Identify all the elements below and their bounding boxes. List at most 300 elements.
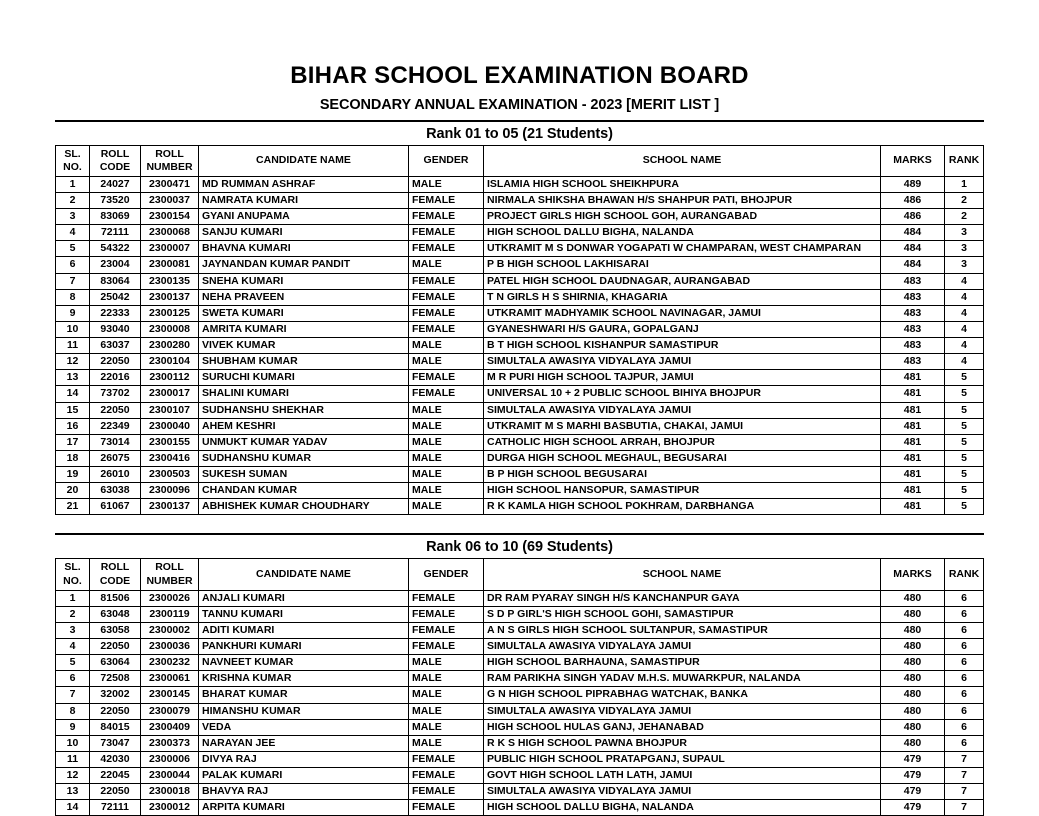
cell-sl-no: 7 bbox=[56, 273, 90, 289]
cell-marks: 481 bbox=[881, 450, 945, 466]
cell-roll-number: 2300135 bbox=[141, 273, 199, 289]
cell-candidate-name: SHALINI KUMARI bbox=[199, 386, 409, 402]
merit-table bbox=[55, 145, 984, 516]
table-row bbox=[56, 800, 984, 816]
cell-roll-code: 22050 bbox=[90, 639, 141, 655]
cell-gender: FEMALE bbox=[409, 225, 484, 241]
cell-candidate-name: NAVNEET KUMAR bbox=[199, 655, 409, 671]
cell-gender: FEMALE bbox=[409, 800, 484, 816]
cell-rank: 5 bbox=[945, 450, 984, 466]
merit-table bbox=[55, 558, 984, 816]
cell-school-name: NIRMALA SHIKSHA BHAWAN H/S SHAHPUR PATI, BHOJPUR bbox=[484, 192, 881, 208]
cell-roll-number: 2300145 bbox=[141, 687, 199, 703]
cell-roll-number: 2300012 bbox=[141, 800, 199, 816]
table-row bbox=[56, 655, 984, 671]
cell-sl-no: 5 bbox=[56, 655, 90, 671]
cell-school-name: GOVT HIGH SCHOOL LATH LATH, JAMUI bbox=[484, 768, 881, 784]
cell-marks: 479 bbox=[881, 800, 945, 816]
cell-roll-number: 2300137 bbox=[141, 499, 199, 515]
table-row bbox=[56, 289, 984, 305]
cell-school-name: PUBLIC HIGH SCHOOL PRATAPGANJ, SUPAUL bbox=[484, 751, 881, 767]
cell-rank: 5 bbox=[945, 370, 984, 386]
cell-marks: 483 bbox=[881, 273, 945, 289]
table-header-row bbox=[56, 145, 984, 176]
document-header bbox=[55, 0, 984, 113]
cell-roll-code: 22333 bbox=[90, 305, 141, 321]
cell-marks: 483 bbox=[881, 289, 945, 305]
cell-roll-number: 2300112 bbox=[141, 370, 199, 386]
cell-school-name: UTKRAMIT M S DONWAR YOGAPATI W CHAMPARAN, WEST CHAMPARAN bbox=[484, 241, 881, 257]
cell-rank: 5 bbox=[945, 483, 984, 499]
cell-candidate-name: MD RUMMAN ASHRAF bbox=[199, 176, 409, 192]
cell-gender: MALE bbox=[409, 257, 484, 273]
cell-sl-no: 21 bbox=[56, 499, 90, 515]
table-row bbox=[56, 590, 984, 606]
table-row bbox=[56, 467, 984, 483]
cell-marks: 480 bbox=[881, 719, 945, 735]
cell-gender: MALE bbox=[409, 499, 484, 515]
cell-marks: 479 bbox=[881, 784, 945, 800]
column-header-roll-number-line1: ROLL bbox=[155, 561, 184, 574]
cell-marks: 480 bbox=[881, 671, 945, 687]
column-header-sl-no-line2: NO. bbox=[63, 574, 82, 587]
cell-rank: 6 bbox=[945, 606, 984, 622]
column-header-school-name: SCHOOL NAME bbox=[484, 145, 881, 176]
cell-candidate-name: SUKESH SUMAN bbox=[199, 467, 409, 483]
cell-roll-code: 73702 bbox=[90, 386, 141, 402]
cell-school-name: R K KAMLA HIGH SCHOOL POKHRAM, DARBHANGA bbox=[484, 499, 881, 515]
cell-school-name: PROJECT GIRLS HIGH SCHOOL GOH, AURANGABAD bbox=[484, 209, 881, 225]
cell-marks: 489 bbox=[881, 176, 945, 192]
cell-gender: FEMALE bbox=[409, 751, 484, 767]
cell-sl-no: 5 bbox=[56, 241, 90, 257]
cell-gender: MALE bbox=[409, 434, 484, 450]
cell-roll-code: 22050 bbox=[90, 402, 141, 418]
cell-marks: 481 bbox=[881, 483, 945, 499]
cell-school-name: RAM PARIKHA SINGH YADAV M.H.S. MUWARKPUR, NALANDA bbox=[484, 671, 881, 687]
merit-section bbox=[55, 533, 984, 816]
cell-sl-no: 4 bbox=[56, 639, 90, 655]
cell-roll-code: 63038 bbox=[90, 483, 141, 499]
cell-sl-no: 6 bbox=[56, 257, 90, 273]
cell-roll-code: 23004 bbox=[90, 257, 141, 273]
cell-roll-number: 2300416 bbox=[141, 450, 199, 466]
table-row bbox=[56, 241, 984, 257]
cell-candidate-name: GYANI ANUPAMA bbox=[199, 209, 409, 225]
cell-sl-no: 2 bbox=[56, 606, 90, 622]
column-header-sl-no-line1: SL. bbox=[64, 147, 81, 160]
sections-container bbox=[55, 120, 984, 816]
cell-roll-number: 2300068 bbox=[141, 225, 199, 241]
table-row bbox=[56, 735, 984, 751]
cell-roll-code: 72111 bbox=[90, 800, 141, 816]
cell-roll-code: 22016 bbox=[90, 370, 141, 386]
cell-roll-code: 63064 bbox=[90, 655, 141, 671]
cell-roll-number: 2300104 bbox=[141, 354, 199, 370]
cell-sl-no: 3 bbox=[56, 622, 90, 638]
cell-roll-code: 54322 bbox=[90, 241, 141, 257]
cell-marks: 481 bbox=[881, 467, 945, 483]
cell-roll-code: 83069 bbox=[90, 209, 141, 225]
cell-candidate-name: HIMANSHU KUMAR bbox=[199, 703, 409, 719]
table-row bbox=[56, 209, 984, 225]
cell-sl-no: 1 bbox=[56, 176, 90, 192]
table-row bbox=[56, 370, 984, 386]
cell-candidate-name: SUDHANSHU KUMAR bbox=[199, 450, 409, 466]
cell-candidate-name: PALAK KUMARI bbox=[199, 768, 409, 784]
cell-roll-code: 22349 bbox=[90, 418, 141, 434]
cell-roll-code: 72111 bbox=[90, 225, 141, 241]
cell-candidate-name: SHUBHAM KUMAR bbox=[199, 354, 409, 370]
cell-rank: 7 bbox=[945, 800, 984, 816]
cell-marks: 481 bbox=[881, 386, 945, 402]
cell-school-name: R K S HIGH SCHOOL PAWNA BHOJPUR bbox=[484, 735, 881, 751]
cell-school-name: DR RAM PYARAY SINGH H/S KANCHANPUR GAYA bbox=[484, 590, 881, 606]
cell-rank: 4 bbox=[945, 289, 984, 305]
cell-gender: FEMALE bbox=[409, 768, 484, 784]
column-header-roll-code bbox=[90, 559, 141, 590]
cell-roll-code: 83064 bbox=[90, 273, 141, 289]
cell-roll-number: 2300471 bbox=[141, 176, 199, 192]
cell-gender: FEMALE bbox=[409, 606, 484, 622]
column-header-roll-number-line2: NUMBER bbox=[146, 160, 193, 173]
table-row bbox=[56, 483, 984, 499]
cell-roll-code: 63048 bbox=[90, 606, 141, 622]
cell-marks: 481 bbox=[881, 434, 945, 450]
cell-sl-no: 2 bbox=[56, 192, 90, 208]
cell-roll-number: 2300017 bbox=[141, 386, 199, 402]
cell-gender: FEMALE bbox=[409, 590, 484, 606]
cell-school-name: PATEL HIGH SCHOOL DAUDNAGAR, AURANGABAD bbox=[484, 273, 881, 289]
cell-rank: 1 bbox=[945, 176, 984, 192]
column-header-marks: MARKS bbox=[881, 559, 945, 590]
column-header-school-name: SCHOOL NAME bbox=[484, 559, 881, 590]
cell-gender: MALE bbox=[409, 338, 484, 354]
cell-roll-code: 24027 bbox=[90, 176, 141, 192]
cell-marks: 483 bbox=[881, 321, 945, 337]
cell-roll-number: 2300155 bbox=[141, 434, 199, 450]
cell-school-name: SIMULTALA AWASIYA VIDYALAYA JAMUI bbox=[484, 639, 881, 655]
cell-roll-code: 73047 bbox=[90, 735, 141, 751]
cell-candidate-name: BHARAT KUMAR bbox=[199, 687, 409, 703]
cell-gender: MALE bbox=[409, 467, 484, 483]
table-row bbox=[56, 639, 984, 655]
cell-school-name: B P HIGH SCHOOL BEGUSARAI bbox=[484, 467, 881, 483]
column-header-rank: RANK bbox=[945, 559, 984, 590]
cell-school-name: G N HIGH SCHOOL PIPRABHAG WATCHAK, BANKA bbox=[484, 687, 881, 703]
table-row bbox=[56, 225, 984, 241]
cell-gender: MALE bbox=[409, 354, 484, 370]
column-header-sl-no-line2: NO. bbox=[63, 160, 82, 173]
cell-roll-number: 2300037 bbox=[141, 192, 199, 208]
cell-gender: FEMALE bbox=[409, 289, 484, 305]
table-row bbox=[56, 450, 984, 466]
cell-roll-number: 2300096 bbox=[141, 483, 199, 499]
cell-candidate-name: ARPITA KUMARI bbox=[199, 800, 409, 816]
cell-marks: 481 bbox=[881, 402, 945, 418]
column-header-roll-code bbox=[90, 145, 141, 176]
cell-marks: 481 bbox=[881, 418, 945, 434]
cell-roll-number: 2300503 bbox=[141, 467, 199, 483]
cell-roll-number: 2300079 bbox=[141, 703, 199, 719]
cell-marks: 481 bbox=[881, 370, 945, 386]
cell-candidate-name: AMRITA KUMARI bbox=[199, 321, 409, 337]
cell-marks: 480 bbox=[881, 590, 945, 606]
cell-rank: 6 bbox=[945, 655, 984, 671]
cell-roll-code: 93040 bbox=[90, 321, 141, 337]
table-row bbox=[56, 606, 984, 622]
cell-rank: 6 bbox=[945, 687, 984, 703]
cell-gender: MALE bbox=[409, 176, 484, 192]
column-header-roll-code-line1: ROLL bbox=[100, 561, 130, 574]
cell-roll-number: 2300061 bbox=[141, 671, 199, 687]
cell-roll-number: 2300008 bbox=[141, 321, 199, 337]
cell-school-name: SIMULTALA AWASIYA VIDYALAYA JAMUI bbox=[484, 402, 881, 418]
section-banner: Rank 06 to 10 (69 Students) bbox=[55, 533, 984, 558]
cell-marks: 484 bbox=[881, 241, 945, 257]
cell-sl-no: 11 bbox=[56, 338, 90, 354]
cell-roll-number: 2300002 bbox=[141, 622, 199, 638]
page-title: BIHAR SCHOOL EXAMINATION BOARD bbox=[290, 62, 749, 89]
cell-roll-code: 42030 bbox=[90, 751, 141, 767]
cell-roll-number: 2300107 bbox=[141, 402, 199, 418]
cell-school-name: S D P GIRL'S HIGH SCHOOL GOHI, SAMASTIPUR bbox=[484, 606, 881, 622]
cell-sl-no: 11 bbox=[56, 751, 90, 767]
cell-roll-number: 2300007 bbox=[141, 241, 199, 257]
cell-rank: 4 bbox=[945, 354, 984, 370]
cell-candidate-name: AHEM KESHRI bbox=[199, 418, 409, 434]
cell-sl-no: 10 bbox=[56, 735, 90, 751]
cell-candidate-name: KRISHNA KUMAR bbox=[199, 671, 409, 687]
cell-school-name: SIMULTALA AWASIYA VIDYALAYA JAMUI bbox=[484, 703, 881, 719]
cell-roll-number: 2300409 bbox=[141, 719, 199, 735]
cell-candidate-name: ADITI KUMARI bbox=[199, 622, 409, 638]
cell-rank: 6 bbox=[945, 735, 984, 751]
cell-gender: MALE bbox=[409, 418, 484, 434]
cell-roll-number: 2300040 bbox=[141, 418, 199, 434]
cell-candidate-name: CHANDAN KUMAR bbox=[199, 483, 409, 499]
section-banner: Rank 01 to 05 (21 Students) bbox=[55, 120, 984, 145]
cell-gender: MALE bbox=[409, 671, 484, 687]
cell-sl-no: 8 bbox=[56, 289, 90, 305]
cell-gender: MALE bbox=[409, 719, 484, 735]
column-header-sl-no bbox=[56, 145, 90, 176]
table-row bbox=[56, 719, 984, 735]
cell-rank: 5 bbox=[945, 499, 984, 515]
cell-sl-no: 13 bbox=[56, 370, 90, 386]
cell-sl-no: 12 bbox=[56, 354, 90, 370]
cell-sl-no: 12 bbox=[56, 768, 90, 784]
cell-candidate-name: SANJU KUMARI bbox=[199, 225, 409, 241]
cell-school-name: ISLAMIA HIGH SCHOOL SHEIKHPURA bbox=[484, 176, 881, 192]
cell-sl-no: 7 bbox=[56, 687, 90, 703]
cell-sl-no: 16 bbox=[56, 418, 90, 434]
cell-rank: 6 bbox=[945, 622, 984, 638]
cell-marks: 480 bbox=[881, 639, 945, 655]
cell-rank: 3 bbox=[945, 225, 984, 241]
cell-gender: FEMALE bbox=[409, 273, 484, 289]
cell-gender: MALE bbox=[409, 655, 484, 671]
cell-marks: 483 bbox=[881, 305, 945, 321]
cell-rank: 7 bbox=[945, 768, 984, 784]
cell-school-name: SIMULTALA AWASIYA VIDYALAYA JAMUI bbox=[484, 354, 881, 370]
cell-marks: 480 bbox=[881, 703, 945, 719]
cell-school-name: HIGH SCHOOL DALLU BIGHA, NALANDA bbox=[484, 225, 881, 241]
cell-gender: FEMALE bbox=[409, 321, 484, 337]
cell-marks: 479 bbox=[881, 751, 945, 767]
column-header-gender: GENDER bbox=[409, 145, 484, 176]
cell-candidate-name: VIVEK KUMAR bbox=[199, 338, 409, 354]
cell-sl-no: 17 bbox=[56, 434, 90, 450]
cell-school-name: HIGH SCHOOL HULAS GANJ, JEHANABAD bbox=[484, 719, 881, 735]
cell-roll-number: 2300081 bbox=[141, 257, 199, 273]
cell-roll-code: 22050 bbox=[90, 703, 141, 719]
cell-marks: 484 bbox=[881, 225, 945, 241]
table-row bbox=[56, 434, 984, 450]
table-row bbox=[56, 499, 984, 515]
cell-roll-code: 32002 bbox=[90, 687, 141, 703]
cell-gender: FEMALE bbox=[409, 386, 484, 402]
column-header-candidate-name: CANDIDATE NAME bbox=[199, 145, 409, 176]
table-row bbox=[56, 402, 984, 418]
cell-school-name: T N GIRLS H S SHIRNIA, KHAGARIA bbox=[484, 289, 881, 305]
cell-rank: 5 bbox=[945, 434, 984, 450]
cell-candidate-name: SNEHA KUMARI bbox=[199, 273, 409, 289]
cell-roll-number: 2300018 bbox=[141, 784, 199, 800]
cell-candidate-name: PANKHURI KUMARI bbox=[199, 639, 409, 655]
cell-school-name: UTKRAMIT M S MARHI BASBUTIA, CHAKAI, JAMUI bbox=[484, 418, 881, 434]
cell-gender: MALE bbox=[409, 402, 484, 418]
table-row bbox=[56, 687, 984, 703]
column-header-roll-number-line2: NUMBER bbox=[146, 574, 193, 587]
cell-rank: 4 bbox=[945, 305, 984, 321]
cell-rank: 4 bbox=[945, 338, 984, 354]
cell-sl-no: 3 bbox=[56, 209, 90, 225]
table-row bbox=[56, 257, 984, 273]
cell-roll-number: 2300280 bbox=[141, 338, 199, 354]
cell-school-name: HIGH SCHOOL BARHAUNA, SAMASTIPUR bbox=[484, 655, 881, 671]
cell-candidate-name: SUDHANSHU SHEKHAR bbox=[199, 402, 409, 418]
cell-marks: 484 bbox=[881, 257, 945, 273]
cell-sl-no: 20 bbox=[56, 483, 90, 499]
table-row bbox=[56, 338, 984, 354]
table-row bbox=[56, 273, 984, 289]
table-header-row bbox=[56, 559, 984, 590]
cell-roll-number: 2300006 bbox=[141, 751, 199, 767]
cell-roll-code: 73520 bbox=[90, 192, 141, 208]
cell-marks: 486 bbox=[881, 192, 945, 208]
cell-gender: MALE bbox=[409, 483, 484, 499]
cell-marks: 480 bbox=[881, 687, 945, 703]
cell-gender: MALE bbox=[409, 703, 484, 719]
cell-sl-no: 19 bbox=[56, 467, 90, 483]
cell-gender: FEMALE bbox=[409, 209, 484, 225]
cell-roll-number: 2300154 bbox=[141, 209, 199, 225]
cell-roll-number: 2300125 bbox=[141, 305, 199, 321]
cell-sl-no: 9 bbox=[56, 305, 90, 321]
column-header-rank: RANK bbox=[945, 145, 984, 176]
cell-rank: 3 bbox=[945, 257, 984, 273]
cell-rank: 5 bbox=[945, 402, 984, 418]
cell-roll-code: 63058 bbox=[90, 622, 141, 638]
cell-rank: 5 bbox=[945, 386, 984, 402]
cell-candidate-name: NEHA PRAVEEN bbox=[199, 289, 409, 305]
cell-marks: 480 bbox=[881, 606, 945, 622]
cell-rank: 6 bbox=[945, 719, 984, 735]
cell-roll-code: 72508 bbox=[90, 671, 141, 687]
cell-marks: 486 bbox=[881, 209, 945, 225]
cell-sl-no: 15 bbox=[56, 402, 90, 418]
page-subtitle: SECONDARY ANNUAL EXAMINATION - 2023 [MERIT LIST ] bbox=[319, 96, 720, 113]
cell-gender: FEMALE bbox=[409, 192, 484, 208]
cell-school-name: GYANESHWARI H/S GAURA, GOPALGANJ bbox=[484, 321, 881, 337]
cell-gender: FEMALE bbox=[409, 784, 484, 800]
cell-candidate-name: BHAVYA RAJ bbox=[199, 784, 409, 800]
cell-school-name: HIGH SCHOOL DALLU BIGHA, NALANDA bbox=[484, 800, 881, 816]
cell-candidate-name: ANJALI KUMARI bbox=[199, 590, 409, 606]
cell-roll-number: 2300026 bbox=[141, 590, 199, 606]
cell-roll-code: 22045 bbox=[90, 768, 141, 784]
cell-sl-no: 9 bbox=[56, 719, 90, 735]
cell-rank: 6 bbox=[945, 671, 984, 687]
cell-candidate-name: VEDA bbox=[199, 719, 409, 735]
column-header-roll-code-line2: CODE bbox=[99, 160, 131, 173]
cell-school-name: DURGA HIGH SCHOOL MEGHAUL, BEGUSARAI bbox=[484, 450, 881, 466]
cell-gender: MALE bbox=[409, 735, 484, 751]
table-row bbox=[56, 751, 984, 767]
column-header-candidate-name: CANDIDATE NAME bbox=[199, 559, 409, 590]
table-row bbox=[56, 321, 984, 337]
cell-roll-number: 2300373 bbox=[141, 735, 199, 751]
column-header-marks: MARKS bbox=[881, 145, 945, 176]
cell-school-name: UNIVERSAL 10 + 2 PUBLIC SCHOOL BIHIYA BHOJPUR bbox=[484, 386, 881, 402]
cell-candidate-name: NAMRATA KUMARI bbox=[199, 192, 409, 208]
cell-rank: 5 bbox=[945, 418, 984, 434]
column-header-sl-no bbox=[56, 559, 90, 590]
cell-rank: 2 bbox=[945, 192, 984, 208]
cell-roll-code: 26010 bbox=[90, 467, 141, 483]
cell-sl-no: 14 bbox=[56, 800, 90, 816]
column-header-roll-code-line2: CODE bbox=[99, 574, 131, 587]
cell-gender: FEMALE bbox=[409, 639, 484, 655]
cell-rank: 2 bbox=[945, 209, 984, 225]
cell-roll-code: 61067 bbox=[90, 499, 141, 515]
cell-gender: FEMALE bbox=[409, 622, 484, 638]
cell-roll-code: 63037 bbox=[90, 338, 141, 354]
cell-candidate-name: TANNU KUMARI bbox=[199, 606, 409, 622]
cell-marks: 480 bbox=[881, 622, 945, 638]
cell-rank: 6 bbox=[945, 639, 984, 655]
cell-marks: 483 bbox=[881, 338, 945, 354]
cell-roll-code: 84015 bbox=[90, 719, 141, 735]
cell-candidate-name: ABHISHEK KUMAR CHOUDHARY bbox=[199, 499, 409, 515]
cell-sl-no: 10 bbox=[56, 321, 90, 337]
table-row bbox=[56, 671, 984, 687]
cell-school-name: A N S GIRLS HIGH SCHOOL SULTANPUR, SAMASTIPUR bbox=[484, 622, 881, 638]
cell-roll-number: 2300036 bbox=[141, 639, 199, 655]
cell-sl-no: 14 bbox=[56, 386, 90, 402]
cell-school-name: M R PURI HIGH SCHOOL TAJPUR, JAMUI bbox=[484, 370, 881, 386]
cell-school-name: SIMULTALA AWASIYA VIDYALAYA JAMUI bbox=[484, 784, 881, 800]
cell-gender: FEMALE bbox=[409, 370, 484, 386]
cell-roll-number: 2300119 bbox=[141, 606, 199, 622]
cell-gender: FEMALE bbox=[409, 241, 484, 257]
column-header-sl-no-line1: SL. bbox=[64, 561, 81, 574]
cell-candidate-name: SURUCHI KUMARI bbox=[199, 370, 409, 386]
cell-sl-no: 18 bbox=[56, 450, 90, 466]
table-row bbox=[56, 703, 984, 719]
cell-candidate-name: JAYNANDAN KUMAR PANDIT bbox=[199, 257, 409, 273]
